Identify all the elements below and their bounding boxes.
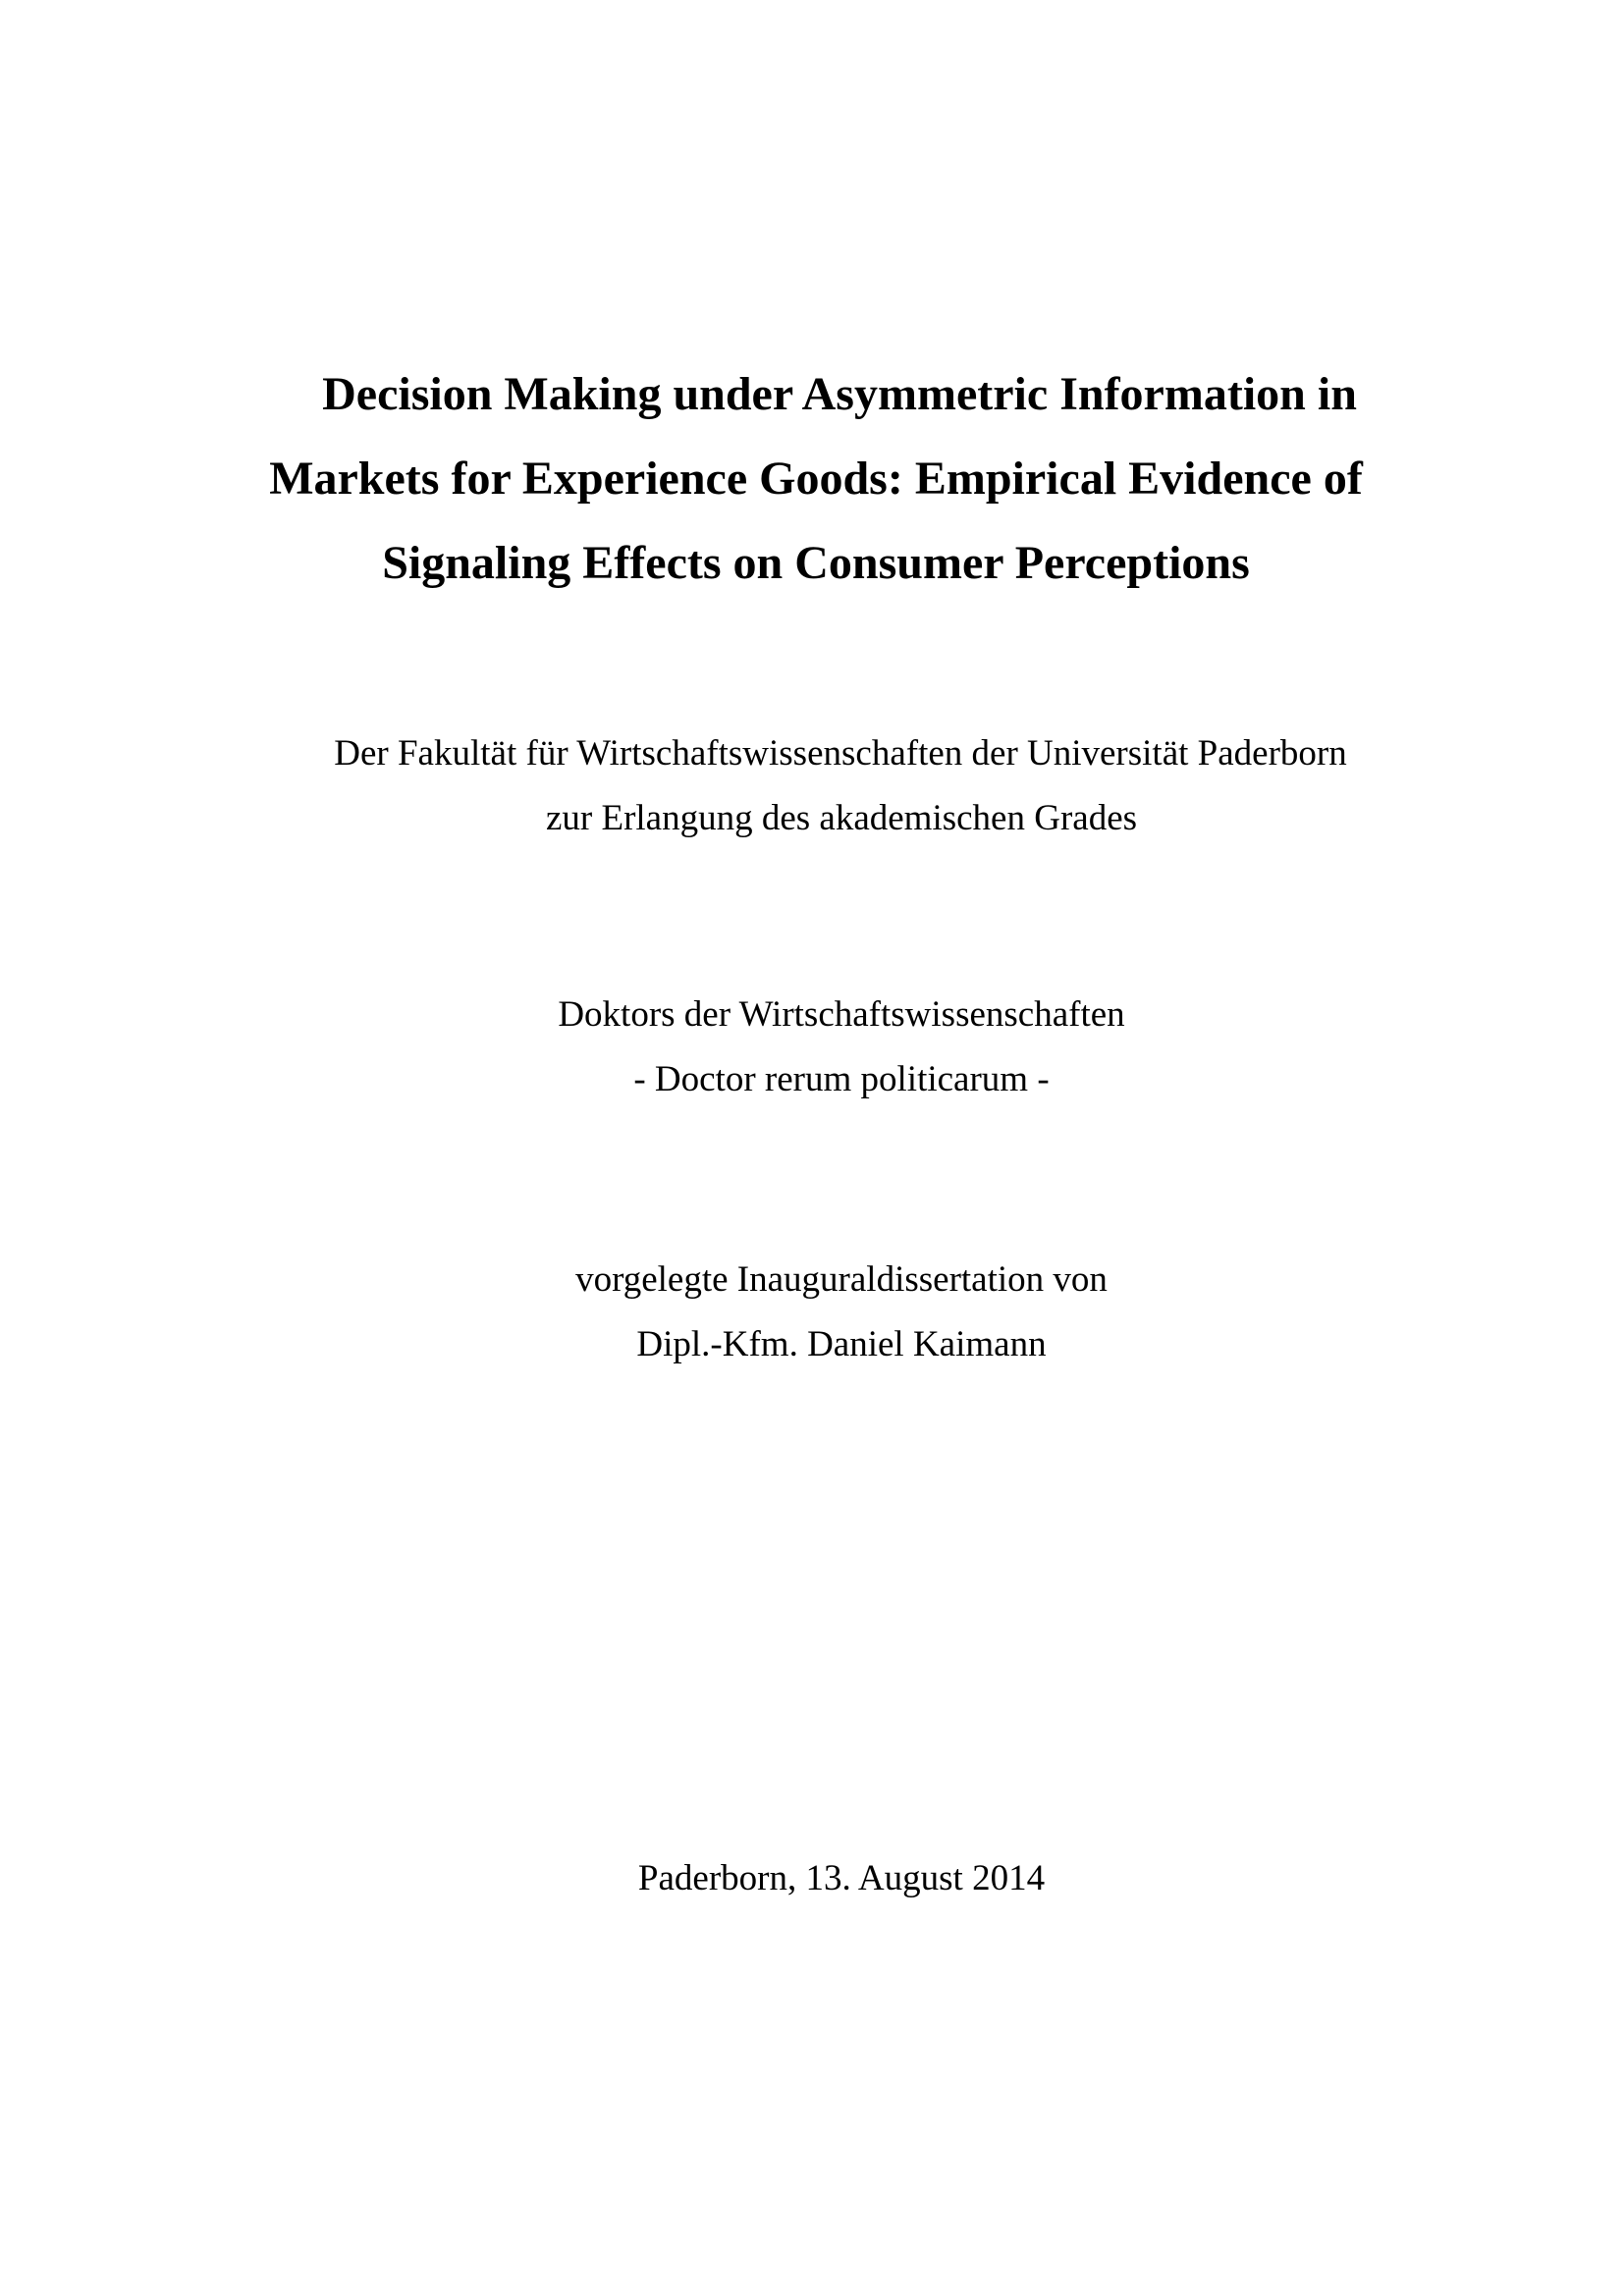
dissertation-title-line-2: Markets for Experience Goods: Empirical Evidence of	[269, 453, 1363, 505]
faculty-line-2: zur Erlangung des akademischen Grades	[545, 798, 1138, 838]
place-and-date: Paderborn, 13. August 2014	[637, 1858, 1046, 1898]
degree-line-2: - Doctor rerum politicarum -	[633, 1059, 1050, 1099]
degree-line-1: Doktors der Wirtschaftswissenschaften	[558, 994, 1125, 1035]
author-name: Dipl.-Kfm. Daniel Kaimann	[636, 1324, 1047, 1364]
dissertation-title-line-3: Signaling Effects on Consumer Perceptions	[382, 537, 1250, 589]
dissertation-title-line-1: Decision Making under Asymmetric Information in	[322, 368, 1357, 420]
faculty-line-1: Der Fakultät für Wirtschaftswissenschaften der Universität Paderborn	[334, 733, 1347, 774]
submission-line: vorgelegte Inauguraldissertation von	[575, 1259, 1108, 1300]
